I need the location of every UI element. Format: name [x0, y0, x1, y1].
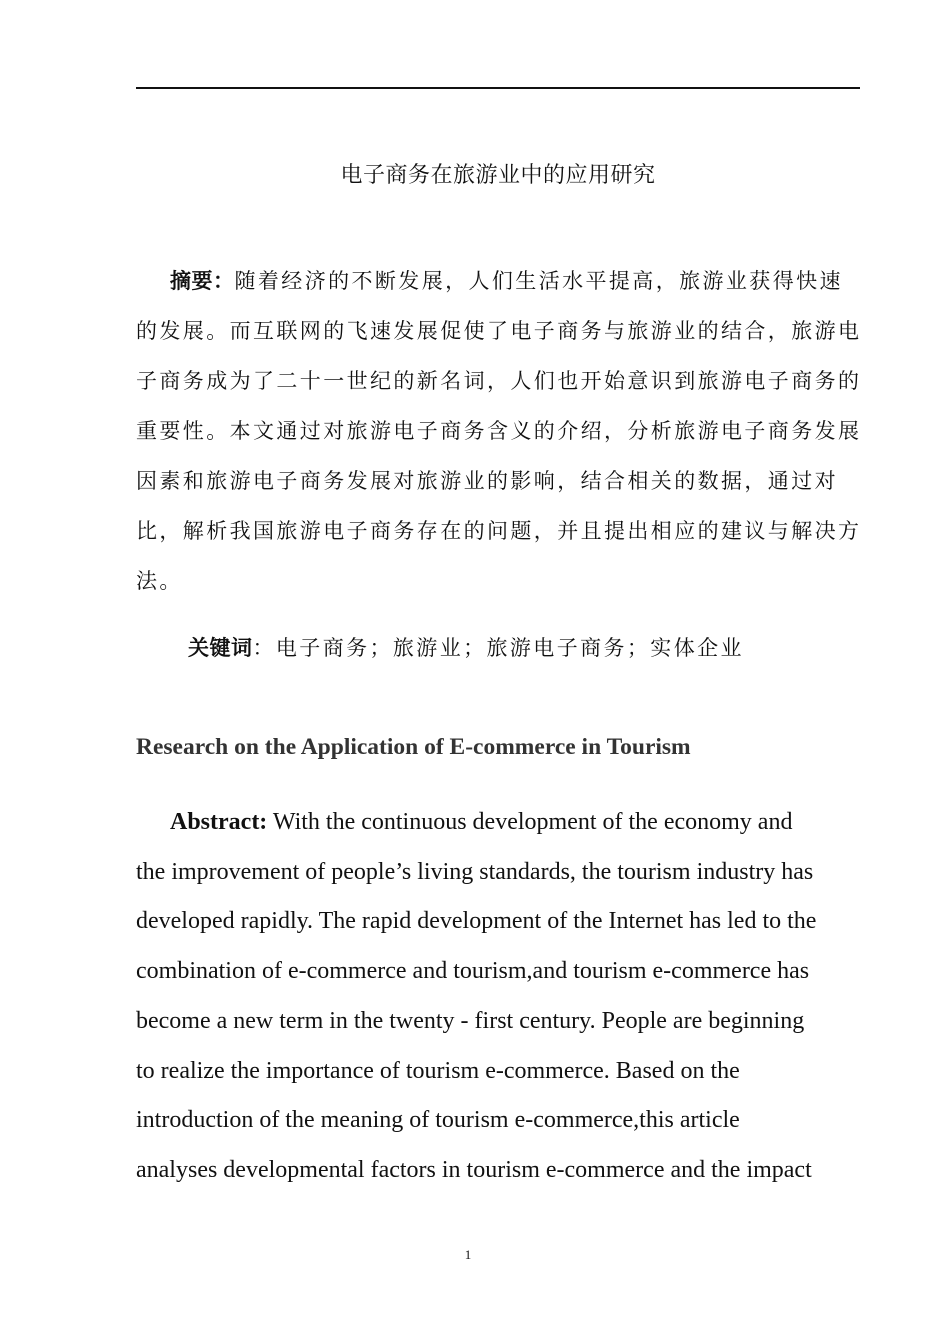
chinese-abstract-text: 随着经济的不断发展，人们生活水平提高，旅游业获得快速的发展。而互联网的飞速发展促使了电子商务与旅游业的结合，旅游电子商务成为了二十一世纪的新名词，人们也开始意识到旅游电子商务的重要性。本文通过对旅游电子商务含义的介绍，分析旅游电子商务发展因素和旅游电子商务发展对旅游业的影响，结合相关的数据，通过对比，解析我国旅游电子商务存在的问题，并且提出相应的建议与解决方法。: [136, 269, 862, 593]
english-abstract-label: Abstract:: [170, 809, 268, 835]
english-abstract-line-text: With the continuous development of the economy and: [267, 809, 793, 835]
chinese-keywords-label: 关键词: [188, 636, 253, 660]
chinese-keywords-text: 电子商务；旅游业；旅游电子商务；实体企业: [275, 636, 744, 660]
chinese-abstract: [136, 256, 866, 606]
chinese-title: 电子商务在旅游业中的应用研究: [340, 163, 656, 188]
chinese-keywords: [136, 628, 860, 668]
english-abstract-line: introduction of the meaning of tourism e-commerce,this article: [136, 1107, 740, 1134]
english-title: Research on the Application of E-commerce in Tourism: [136, 734, 691, 760]
english-abstract: [136, 798, 860, 1196]
english-abstract-line: [136, 798, 860, 848]
english-abstract-line: combination of e-commerce and tourism,and tourism e-commerce has: [136, 958, 810, 985]
english-abstract-line: developed rapidly. The rapid development of the Internet has led to the: [136, 908, 817, 935]
english-abstract-line: to realize the importance of tourism e-commerce. Based on the: [136, 1057, 740, 1084]
header-rule: [136, 87, 860, 89]
english-abstract-line: analyses developmental factors in tourism e-commerce and the impact: [136, 1156, 812, 1183]
english-abstract-line: become a new term in the twenty - first century. People are beginning: [136, 1007, 805, 1034]
page-number: 1: [464, 1247, 472, 1262]
english-abstract-line: the improvement of people’s living standards, the tourism industry has: [136, 858, 814, 885]
chinese-abstract-label: 摘要：: [170, 269, 235, 293]
chinese-keywords-colon: ：: [252, 636, 276, 660]
